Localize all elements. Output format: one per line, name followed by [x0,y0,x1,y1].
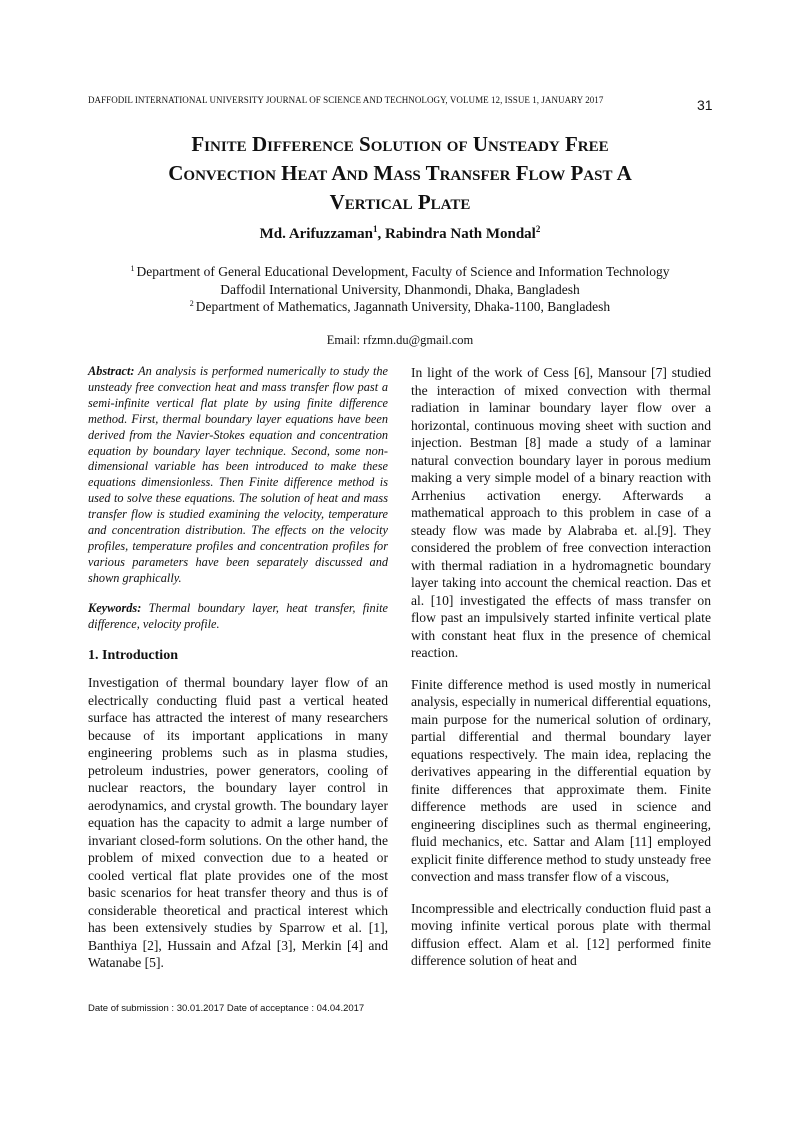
introduction-paragraph-1: Investigation of thermal boundary layer flow of an electrically conducting fluid past a vertical heated surface has attracted the interest of many researchers because of its important applications in many engineering problems such as in plasma studies, petroleum industries, power generators, cooling of nuclear reactors, the boundary layer control in aerodynamics, and crystal growth. The boundary layer equation has the capacity to admit a large number of invariant closed-form solutions. On the other hand, the problem of mixed convection due to a heated or cooled vertical flat plate provides one of the most basic scenarios for heat transfer theory and thus is of considerable theoretical and practical interest which has been extensively studies by Sparrow et al. [1], Banthiya [2], Hussain and Afzal [3], Merkin [4] and Watanabe [5]. [88,675,388,970]
keywords-text: Thermal boundary layer, heat transfer, finite difference, velocity profile. [88,600,388,631]
affiliation-1 [88,263,712,281]
journal-header: DAFFODIL INTERNATIONAL UNIVERSITY JOURNAL OF SCIENCE AND TECHNOLOGY, VOLUME 12, ISSUE 1, JANUARY 2017 [88,95,604,105]
abstract [88,364,388,587]
title-line-3: Vertical Plate [329,190,471,214]
body-paragraph-3: Incompressible and electrically conduction fluid past a moving infinite vertical porous plate with thermal diffusion effect. Alam et al. [12] performed finite difference solution of heat and [411,900,711,968]
affiliation-1-mark: 1 [130,263,135,273]
author-list [88,226,712,243]
paper-title [88,130,712,217]
abstract-label: Abstract: [88,364,135,378]
keywords-label: Keywords: [88,600,142,615]
author-1: Md. Arifuzzaman [259,226,373,242]
affiliation-2 [88,298,712,316]
right-column [411,364,711,984]
left-column [88,364,388,986]
title-line-1: Finite Difference Solution of Unsteady Free [191,132,609,156]
body-paragraph-1: In light of the work of Cess [6], Mansour [7] studied the interaction of mixed convection with thermal radiation in laminar boundary layer flow over a horizontal, continuous moving sheet with suction and injection. Bestman [8] made a study of a laminar natural convection boundary layer in porous medium making a very simple model of a binary reaction with Arrhenius activation energy. Afterwards a mathematical approach to this problem in case of a steady flow was made by Alabraba et. al.[9]. They considered the problem of free convection interaction with thermal radiation in a hydromagnetic boundary layer taking into account the chemical reaction. Das et al. [10] investigated the effects of mass transfer on flow past an impulsively started infinite vertical plate with constant heat flux in the presence of chemical reaction. [411,365,711,660]
author-separator: , [377,226,385,242]
title-line-2: Convection Heat And Mass Transfer Flow Past A [168,161,632,185]
body-paragraph-2: Finite difference method is used mostly in numerical analysis, especially in numerical differential equations, main purpose for the numerical solution of ordinary, partial differential and thermal boundary layer equations respectively. The main idea, replacing the derivatives appearing in the differential equation by finite differences that approximate them. Finite difference methods are used in science and engineering disciplines such as thermal engineering, fluid mechanics, etc. Sattar and Alam [11] employed explicit finite difference method to study unsteady free convection and mass transfer flow of a viscous, [411,676,711,884]
author-2: Rabindra Nath Mondal [384,226,536,242]
author-1-affiliation-mark: 1 [372,224,378,234]
submission-dates: Date of submission : 30.01.2017 Date of acceptance : 04.04.2017 [88,1003,365,1014]
abstract-text: An analysis is performed numerically to study the unsteady free convection heat and mass transfer flow past a semi-infinite vertical flat plate by using finite difference method. First, thermal boundary layer equations have been derived from the Navier-Stokes equation and concentration equation by boundary layer technique. Second, some non-dimensional variable has been introduced to make these equations dimensionless. Then Finite difference method is used to solve these equations. The solution of heat and mass transfer flow is studied examining the velocity, temperature and concentration distribution. The effects on the velocity profiles, temperature profiles and concentration profiles for various parameters have been separately discussed and shown graphically. [88,364,388,585]
page-number: 31 [697,97,713,113]
affiliation-1-line-2: Daffodil International University, Dhanmondi, Dhaka, Bangladesh [220,281,580,297]
affiliation-1-text: Department of General Educational Development, Faculty of Science and Information Technology [136,264,670,279]
affiliations [88,263,712,316]
affiliation-2-text: Department of Mathematics, Jagannath University, Dhaka-1100, Bangladesh [195,299,611,314]
affiliation-2-mark: 2 [189,298,194,308]
introduction-heading: 1. Introduction [88,647,178,663]
keywords [88,601,388,633]
author-2-affiliation-mark: 2 [535,224,541,234]
contact-email: Email: rfzmn.du@gmail.com [326,333,474,347]
